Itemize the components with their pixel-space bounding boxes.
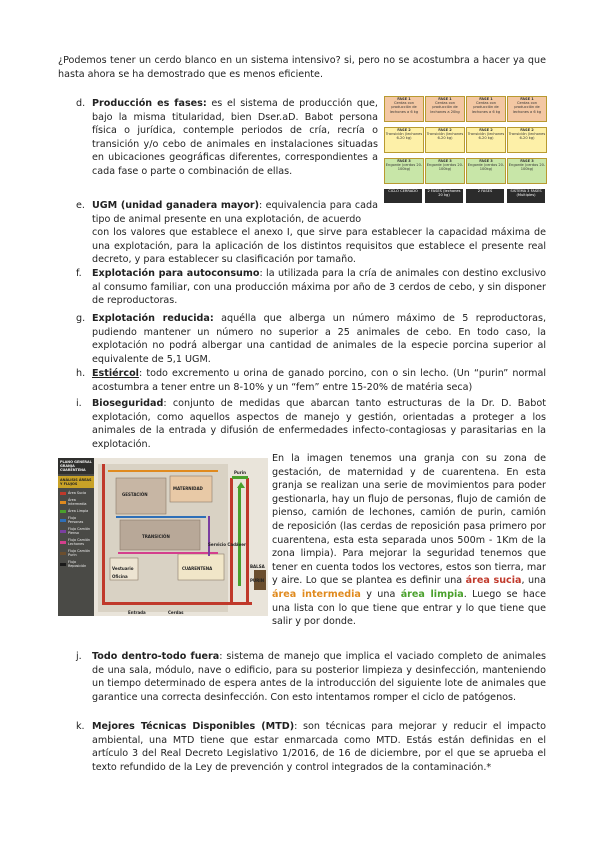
phase-cell-heading: FASE 2 — [479, 128, 493, 132]
phase-cell — [466, 158, 506, 184]
list-item-d — [76, 97, 378, 179]
label-transicion: TRANSICIÓN — [142, 534, 170, 539]
label-cerdas: Cerdas — [168, 610, 184, 615]
list-item-body — [92, 367, 546, 394]
phase-cell-heading: FASE 2 — [397, 128, 411, 132]
term: Producción es fases: — [92, 98, 207, 109]
phase-cell-text: Engorde (cerdos 20-100kg) — [467, 163, 505, 172]
label-oficina: Oficina — [112, 574, 128, 579]
clean-area-label: área limpia — [400, 588, 464, 600]
definition: : son técnicas para mejorar y reducir el impacto ambiental, una MTD tiene que estar enmarcada como MTD. Estás están definidas en el artículo 3 del Real Decreto Legislativo 1/2016, de 16 de diciembre, por el que se aprueba el texto refundido de la Ley de prevención y control integrados de la contaminación.* — [92, 721, 547, 773]
list-item-body — [92, 650, 546, 704]
definition: : la utilizada para la cría de animales con destino exclusivo al consumo familiar, con una producción máxima por año de 3 cerdos de cebo, y sin disponer de reproductoras. — [92, 268, 546, 307]
list-item-i — [76, 397, 546, 451]
legend-label: Flujo Camión Pienso — [68, 527, 91, 535]
definition: aquélla que alberga un número máximo de 5 reproductoras, pudiendo mantener un número no superior a 25 animales de cebo. En todo caso, la explotación no podrá albergar una cantidad de animales de la especie porcina superior al equivalente de 5,1 UGM. — [92, 313, 547, 365]
legend-label: Área Sucia — [68, 491, 87, 495]
label-cuarentena: CUARENTENA — [182, 566, 213, 571]
list-item-k — [76, 720, 546, 774]
phase-cell-text: Engorde (cerdos 20-100kg) — [426, 163, 464, 172]
definition: : sistema de manejo que implica el vaciado completo de animales de una sala, módulo, nave o edificio, para su posterior limpieza y desinfección, manteniendo un tiempo determinado de espera antes de la introducción del siguiente lote de animales que garantice una correcta desinfección. Con esto intentamos romper el ciclo de patógenos. — [92, 651, 546, 703]
phase-cell — [384, 158, 424, 184]
phase-cell-text: Cerdas con producción de lechones a 6 kg — [512, 101, 542, 114]
term: Estiércol — [92, 368, 139, 379]
phase-cell-text: Cerdas con producción de lechones a 6 kg — [471, 101, 501, 114]
term: Mejores Técnicas Disponibles (MTD) — [92, 721, 295, 732]
phase-cell — [384, 127, 424, 153]
phase-cell — [466, 96, 506, 122]
phase-cell-heading: FASE 2 — [438, 128, 452, 132]
dirty-area-label: área sucia — [465, 575, 522, 587]
phase-cell-heading: FASE 3 — [520, 159, 534, 163]
farm-text-part1: En la imagen tenemos una granja con su zona de gestación, de maternidad y de cuarentena. En esta granja se realizan una serie de movimientos para poder gestionarla, hay un flujo de personas, flujo de camión de pienso, camión de lechones, camión de purin, camión de reposición (las cerdas de reposición pasa primero por cuarentena, esta esta separada unos 500m - 1Km de la zona limpia). Para mejorar la seguridad tenemos que tener en cuenta todos los vectores, estos son tierra, mar y aire. Lo que se plantea es definir una — [272, 453, 546, 587]
phase-cell-heading: FASE 2 — [520, 128, 534, 132]
list-marker: i. — [76, 398, 82, 409]
list-item-body — [92, 312, 546, 366]
label-purin: Purin — [234, 470, 246, 475]
phase-cell-heading: FASE 1 — [397, 97, 411, 101]
list-item-body — [92, 267, 546, 308]
phase-footer-cell: 2 FASES (lechones 20 kg) — [425, 189, 463, 203]
phase-cell-text: Engorde (cerdos 20-100kg) — [385, 163, 423, 172]
intermediate-area-label: área intermedia — [272, 588, 361, 600]
intro-paragraph: ¿Podemos tener un cerdo blanco en un sistema intensivo? si, pero no se acostumbra a hacer ya que hasta ahora se ha demostrado que es menos eficiente. — [58, 55, 546, 80]
definition: : conjunto de medidas que abarcan tanto estructuras de la Dr. D. Babot explotación, como aquellos aspectos de manejo y gestión, orientadas a proteger a los animales de la entrada y difusión de enfermedades infecto-contagiosas y parasitarias en la explotación. — [92, 398, 546, 450]
legend-label: Flujo Camión Purin — [68, 549, 91, 557]
definition: : todo excremento u orina de ganado porcino, con o sin lecho. (Un “purin” normal acostumbra a tener entre un 8-10% y un “fem” entre 15-20% de matéria seca) — [92, 368, 546, 393]
label-gestacion: GESTACIÓN — [122, 492, 148, 497]
phase-cell-heading: FASE 1 — [479, 97, 493, 101]
list-marker: h. — [76, 368, 86, 379]
phase-cell-text: Transición (lechones 6-20 kg) — [385, 132, 423, 141]
list-marker: k. — [76, 721, 85, 732]
phase-systems-figure — [382, 94, 546, 206]
phase-footer-cell: SISTEMA 3 FASES (Multiples) — [507, 189, 545, 203]
list-marker: f. — [76, 268, 82, 279]
label-servicio: Servicio Cadáver — [208, 542, 246, 547]
label-maternidad: MATERNIDAD — [173, 486, 203, 491]
farm-text-sep1: , una — [521, 575, 547, 587]
definition: : equivalencia para cada tipo de animal presente en una explotación, de acuerdo — [92, 200, 379, 225]
list-marker: d. — [76, 98, 86, 109]
phase-cell-text: Transición (lechones 6-20 kg) — [467, 132, 505, 141]
legend-subtitle: ANÁLISIS ÁREAS Y FLUJOS — [58, 476, 94, 488]
farm-description-paragraph — [272, 452, 546, 629]
phase-cell-text: Transición (lechones 6-20 kg) — [426, 132, 464, 141]
phase-cell-text: Cerdas con producción de lechones a 6 kg — [389, 101, 419, 114]
phase-footer-cell: 2 FASES — [466, 189, 504, 203]
list-marker: j. — [76, 651, 82, 662]
phase-cell — [384, 96, 424, 122]
legend-title: PLANO GENERAL GRANJA CUARENTENA — [58, 458, 94, 474]
list-item-body — [92, 199, 546, 267]
phase-cell — [507, 127, 547, 153]
term: Explotación para autoconsumo — [92, 268, 260, 279]
legend-label: Área Intermedia — [68, 498, 87, 506]
list-item-g — [76, 312, 546, 366]
label-balsa: BALSA PURIN — [250, 564, 265, 583]
phase-cell — [425, 96, 465, 122]
list-item-j — [76, 650, 546, 704]
term: Explotación reducida: — [92, 313, 214, 324]
phase-cell — [425, 158, 465, 184]
list-item-e — [76, 199, 546, 267]
legend-label: Flujo Camión Lechones — [68, 538, 91, 546]
phase-cell-text: Cerdas con producción de lechones a 20kg — [430, 101, 460, 114]
phase-cell-text: Transición (lechones 6-20 kg) — [508, 132, 546, 141]
phase-cell-heading: FASE 1 — [438, 97, 452, 101]
label-entrada: Entrada — [128, 610, 146, 615]
term: Todo dentro-todo fuera — [92, 651, 220, 662]
phase-cell — [507, 158, 547, 184]
farm-text-sep2: y una — [360, 588, 401, 600]
legend-label: Área Limpia — [68, 509, 89, 513]
list-item-body — [92, 720, 546, 774]
list-marker: e. — [76, 200, 85, 211]
phase-cell — [425, 127, 465, 153]
list-marker: g. — [76, 313, 86, 324]
phase-cell-text: Engorde (cerdos 20-100kg) — [508, 163, 546, 172]
list-item-f — [76, 267, 546, 308]
list-item-h — [76, 367, 546, 394]
term: UGM (unidad ganadera mayor) — [92, 200, 260, 211]
phase-cell-heading: FASE 3 — [438, 159, 452, 163]
legend-label: Flujo Personas — [68, 516, 84, 524]
definition-continued: con los valores que establece el anexo I, que sirve para establecer la capacidad máxima de una explotación, para la aplicación de los distintos requisitos que establece el presente real decreto, y para establecer su clasificación por tamaño. — [92, 227, 546, 266]
phase-cell — [507, 96, 547, 122]
farm-text-part2: . Luego se hace una lista con lo que tiene que entrar y lo que tiene que salir y por donde. — [272, 588, 546, 628]
term: Bioseguridad — [92, 398, 164, 409]
list-item-body — [92, 397, 546, 451]
phase-cell-heading: FASE 1 — [520, 97, 534, 101]
phase-footer-cell: CICLO CERRADO — [384, 189, 422, 203]
phase-cell — [466, 127, 506, 153]
legend-label: Flujo Reposición — [68, 560, 87, 568]
phase-cell-heading: FASE 3 — [397, 159, 411, 163]
farm-plan-figure — [58, 458, 268, 616]
definition: es el sistema de producción que, bajo la misma titularidad, bien Dser.aD. Babot persona física o jurídica, contemple periodos de cría, recría o transición y/o cebo de animales en instalaciones situadas en ubicaciones geográficas diferentes, correspondientes a cada fase o parte o combinación de ellas. — [92, 98, 378, 177]
phase-cell-heading: FASE 3 — [479, 159, 493, 163]
list-item-body — [92, 97, 378, 179]
label-vestuario: Vestuario — [112, 566, 134, 571]
